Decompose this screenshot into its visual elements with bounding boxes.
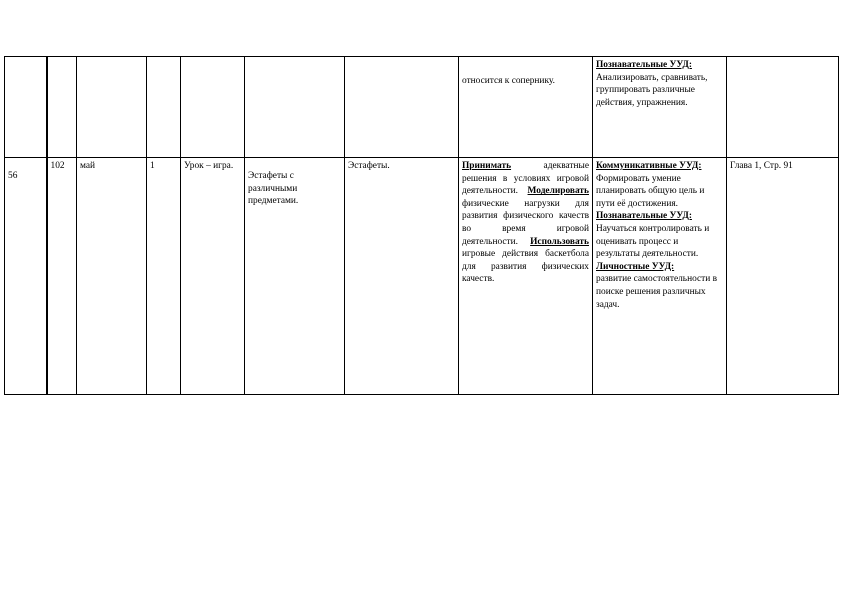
cell-activities-continued [459, 57, 593, 158]
activity-text: игровые действия баскетбола для развития физических качеств. [462, 249, 589, 285]
uud-heading-personal: Личностные УУД: [596, 261, 675, 272]
cell-empty [147, 57, 181, 158]
cell-uud [593, 158, 727, 395]
activity-text: адекватные решения в условиях игровой деятельности. [462, 161, 589, 197]
cell-empty [181, 57, 245, 158]
cell-lesson-type [181, 158, 245, 395]
table-row-56 [5, 158, 839, 395]
cell-empty [47, 57, 77, 158]
uud-heading-cognitive: Познавательные УУД: [596, 60, 692, 70]
cell-empty [5, 57, 47, 158]
cell-empty [245, 57, 345, 158]
lesson-type: Урок – игра. [184, 161, 234, 171]
cell-row-number [5, 158, 47, 395]
month: май [80, 161, 96, 171]
cell-topic [245, 158, 345, 395]
activity-text: физические нагрузки для развития физического качеств во время игровой деятельности. [462, 198, 589, 247]
cell-hours [147, 158, 181, 395]
cell-activities [459, 158, 593, 395]
cell-uud-continued [593, 57, 727, 158]
cell-empty [727, 57, 839, 158]
activity-verb: Моделировать [527, 186, 589, 197]
lesson-number: 102 [50, 161, 65, 171]
uud-heading-cognitive: Познавательные УУД: [596, 211, 692, 222]
activity-verb: Принимать [462, 161, 512, 171]
cell-month [77, 158, 147, 395]
activity-verb: Использовать [530, 236, 589, 247]
lesson-content: Эстафеты. [348, 161, 390, 171]
hours: 1 [150, 161, 155, 171]
activities-continued-text: относится к сопернику. [462, 76, 555, 86]
uud-text-personal: развитие самостоятельности в поиске решения различных задач. [596, 274, 718, 310]
cell-reference [727, 158, 839, 395]
cell-content [345, 158, 459, 395]
row-number: 56 [8, 171, 18, 181]
cell-lesson-number [47, 158, 77, 395]
textbook-reference: Глава 1, Стр. 91 [730, 161, 793, 171]
uud-heading-communicative: Коммуникативные УУД: [596, 161, 702, 171]
lesson-topic: Эстафеты с различными предметами. [248, 171, 299, 207]
uud-text-cognitive: Анализировать, сравнивать, группировать различные действия, упражнения. [596, 72, 708, 108]
table-row-previous [5, 57, 839, 158]
cell-empty [345, 57, 459, 158]
uud-text-communicative: Формировать умение планировать общую цель и пути её достижения. [596, 173, 705, 209]
lesson-plan-table [4, 56, 839, 395]
cell-empty [77, 57, 147, 158]
uud-text-cognitive: Научаться контролировать и оценивать процесс и результаты деятельности. [596, 223, 710, 260]
